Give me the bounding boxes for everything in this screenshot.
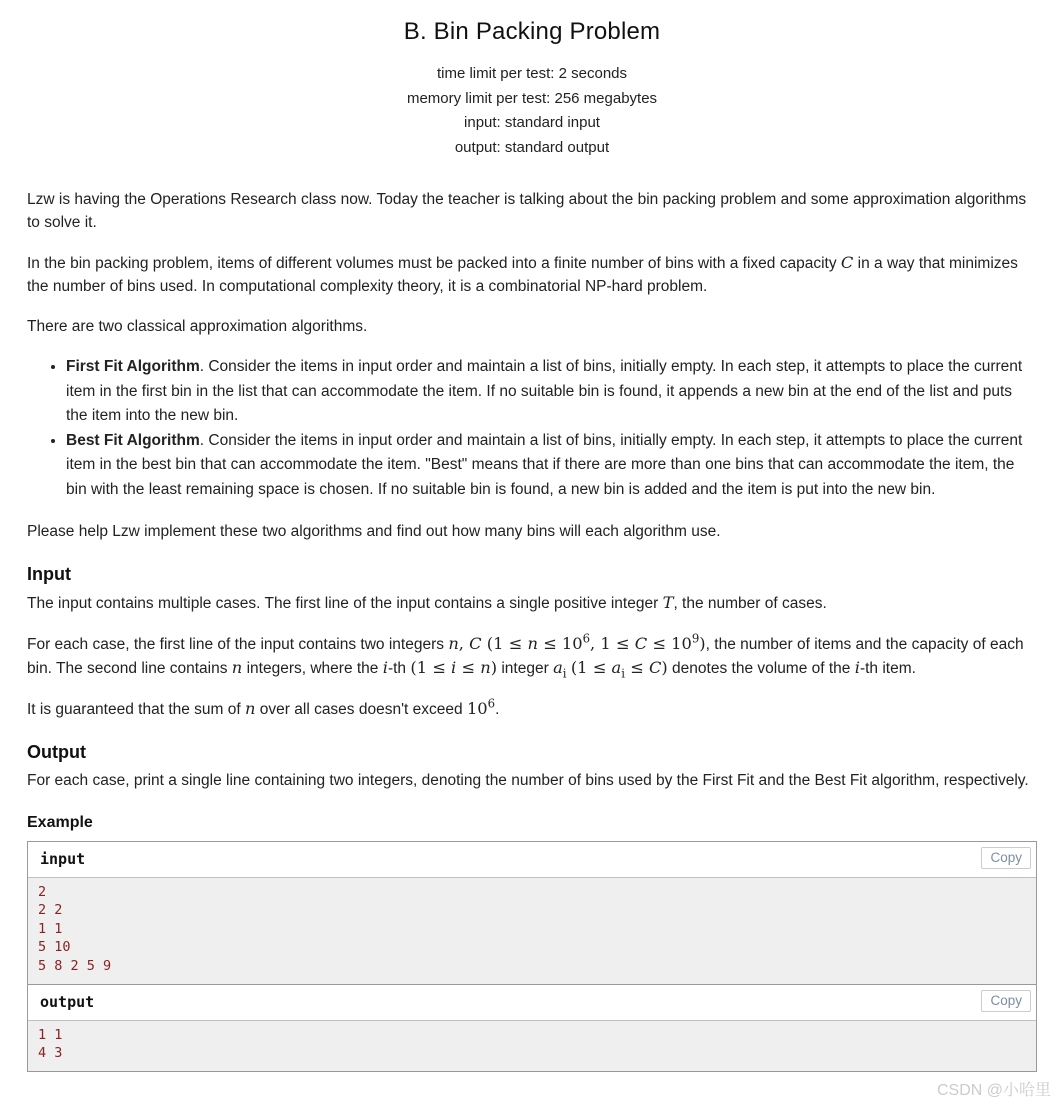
math-expression: n, C ($1 \le n \le 10^6$, $1 \le C \le 10^9$) [448, 631, 706, 653]
statement-paragraph: Lzw is having the Operations Research class now. Today the teacher is talking about the bin packing problem and some approximation algorithms to solve it. [27, 191, 1027, 231]
code-line: 4 3 [38, 1045, 63, 1062]
code-line: 2 2 [38, 902, 63, 919]
math-expression: n [231, 657, 243, 677]
sample-tests-box [27, 841, 1037, 1072]
copy-output-button[interactable]: Copy [981, 990, 1031, 1012]
statement-paragraph: In the bin packing problem, items of different volumes must be packed into a finite number of bins with a fixed capacity C in a way that minimizes the number of bins used. In computational complexity theory, it is a combinatorial NP-hard problem. [27, 253, 1018, 295]
statement-paragraph: Please help Lzw implement these two algorithms and find out how many bins will each algorithm use. [27, 522, 721, 540]
algorithm-bullet-item: • First Fit Algorithm. Consider the items in input order and maintain a list of bins, initially empty. In each step, it attempts to place the current item in the first bin in the list that can accommodate the item. If no suitable bin is found, it appends a new bin at the end of the list and puts the item into the new bin. [66, 355, 1037, 429]
math-expression: $a_i$ [553, 657, 567, 680]
sample-input-header [28, 842, 1036, 877]
code-line: 5 8 2 5 9 [38, 957, 112, 974]
algorithm-bullet-list [27, 355, 1037, 503]
page-title: B. Bin Packing Problem [403, 18, 661, 45]
input-paragraph: For each case, the first line of the input contains two integers n, C ($1 \le n \le 10^6$, $1 \le C \le 10^9$), the number of items and the capacity of each bin. The second line contains n integers, where the i-th (1 ≤ i ≤ n) integer $a_i$ $(1 \le a_i \le C)$ denotes the volume of the i-th item. [27, 631, 1024, 680]
math-expression: i [854, 657, 860, 677]
input-paragraph: It is guaranteed that the sum of n over all cases doesn't exceed $10^6$. [27, 696, 500, 718]
sample-output-label: output [40, 992, 95, 1011]
meta-line: memory limit per test: 256 megabytes [406, 89, 658, 107]
copy-input-button[interactable]: Copy [981, 847, 1031, 869]
sample-output-section [28, 984, 1036, 1071]
code-line: 1 1 [38, 920, 63, 937]
math-expression: C [840, 253, 854, 272]
sample-input-section [28, 842, 1036, 984]
output-section-heading: Output [27, 741, 86, 762]
algorithm-bullet-item: • Best Fit Algorithm. Consider the items in input order and maintain a list of bins, initially empty. In each step, it attempts to place the current item in the best bin that can accommodate the item. "Best" means that if there are more than one bins that can accommodate the item, the bin with the least remaining space is chosen. If no suitable bin is found, a new bin is added and the item is put into the new bin. [66, 429, 1037, 503]
code-line: 5 10 [38, 939, 71, 956]
meta-line: input: standard input [464, 114, 600, 131]
problem-meta [27, 62, 1037, 160]
code-line: 2 [38, 883, 47, 900]
math-expression: $10^6$ [466, 696, 496, 718]
math-expression: T [662, 592, 674, 612]
sample-output-header [28, 985, 1036, 1020]
input-section-heading: Input [27, 563, 71, 584]
math-expression: (1 ≤ i ≤ n) [410, 657, 498, 677]
meta-line: time limit per test: 2 seconds [436, 65, 628, 82]
code-line: 1 1 [38, 1026, 63, 1043]
example-heading: Example [27, 813, 93, 831]
output-paragraph: For each case, print a single line containing two integers, denoting the number of bins used by the First Fit and the Best Fit algorithm, respectively. [27, 771, 1029, 789]
math-expression: n [245, 698, 256, 718]
meta-line: output: standard output [454, 138, 610, 156]
watermark: CSDN @小哈里 [936, 1082, 1051, 1099]
sample-input-code [28, 877, 1036, 984]
math-expression: $(1 \le a_i \le C)$ [570, 657, 668, 680]
statement-paragraph: There are two classical approximation algorithms. [27, 318, 368, 335]
math-expression: i [382, 657, 388, 677]
sample-input-label: input [40, 849, 86, 868]
input-paragraph: The input contains multiple cases. The first line of the input contains a single positive integer T, the number of cases. [27, 592, 827, 612]
sample-output-code [28, 1020, 1036, 1071]
